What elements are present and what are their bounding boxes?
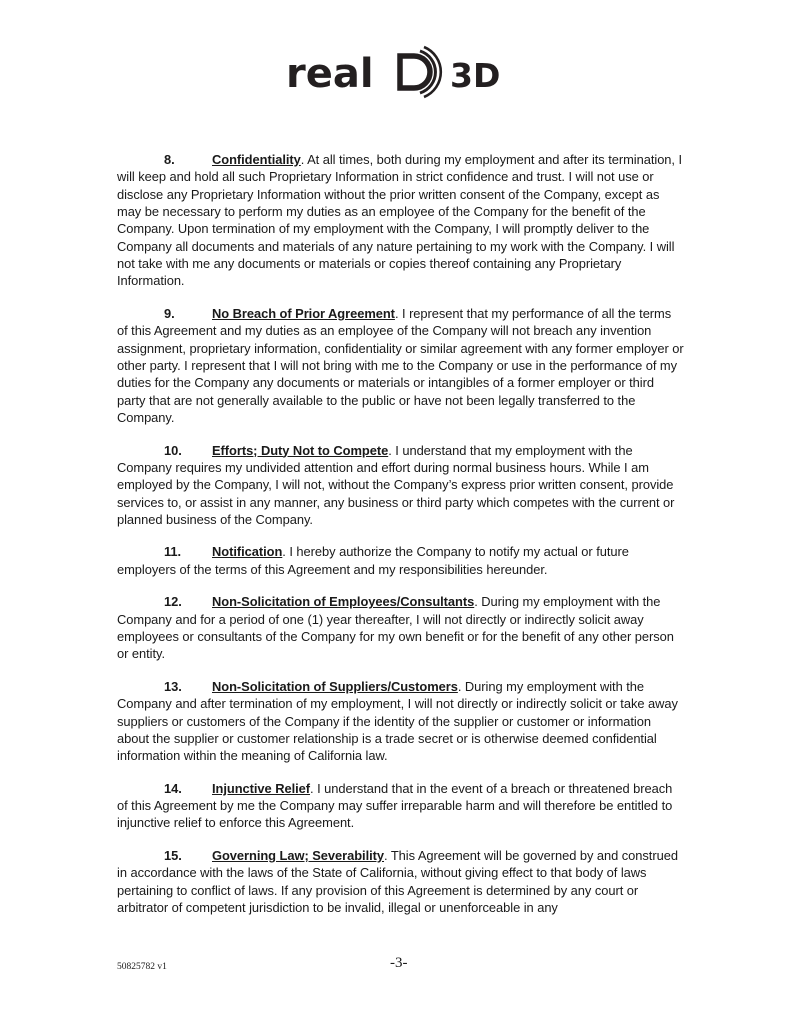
section-text: . During my employment with the Company and for a period of one (1) year thereafter, I will not directly or indirectly solicit away employees or consultants of the Company for my own benefit or for the benefit of any other person or entity.	[117, 594, 674, 662]
logo-brand-text: real	[286, 51, 374, 97]
section-number: 11.	[164, 544, 182, 560]
reald-logo-graphic	[280, 44, 520, 102]
section-8	[117, 151, 685, 290]
section-9	[117, 305, 685, 426]
section-text: . I represent that my performance of all the terms of this Agreement and my duties as an employee of the Company will not breach any invention assignment, proprietary information, confidentiality or similar agreement with any former employer or other party. I represent that I will not bring with me to the Company or use in the performance of my duties for the Company any documents or materials or intangibles of a former employer or third party that are not generally available to the public or have not been legally transferred to the Company.	[117, 305, 684, 425]
section-number: 10.	[164, 442, 182, 458]
section-heading: No Breach of Prior Agreement	[212, 305, 395, 321]
section-text: . I understand that in the event of a breach or threatened breach of this Agreement by me the Company may suffer irreparable harm and will therefore be entitled to injunctive relief to enforce this Agreement.	[117, 780, 673, 831]
section-13	[117, 678, 685, 765]
section-15	[117, 847, 685, 916]
section-11	[117, 543, 685, 578]
document-id: 50825782 v1	[117, 962, 167, 972]
reald-3d-logo	[280, 44, 520, 102]
section-number: 14.	[164, 780, 182, 796]
section-text: . I hereby authorize the Company to notify my actual or future employers of the terms of this Agreement and my responsibilities hereunder.	[117, 544, 629, 577]
page-number: -3-	[390, 955, 408, 971]
section-heading: Governing Law; Severability	[212, 848, 385, 863]
section-text: . During my employment with the Company and after termination of my employment, I will not directly or indirectly solicit or take away suppliers or customers of the Company if the identity of the supplier or customer or information about the supplier or customer relationship is a trade secret or is otherwise deemed confidential information within the meaning of California law.	[117, 678, 678, 764]
section-number: 13.	[164, 678, 182, 694]
section-12	[117, 593, 685, 662]
section-heading: Non-Solicitation of Employees/Consultants	[212, 594, 475, 610]
section-heading: Non-Solicitation of Suppliers/Customers	[212, 678, 458, 694]
section-10	[117, 442, 685, 529]
section-text: . I understand that my employment with the Company requires my undivided attention and effort during normal business hours. While I am employed by the Company, I will not, without the Company’s express prior written consent, provide services to, or assist in any manner, any business or third party which competes with the current or planned business of the Company.	[117, 442, 675, 527]
section-heading: Notification	[212, 544, 283, 560]
agreement-body	[117, 151, 685, 932]
section-heading: Efforts; Duty Not to Compete	[212, 442, 389, 458]
section-number: 9.	[164, 305, 175, 321]
section-number: 12.	[164, 594, 182, 610]
section-text: . This Agreement will be governed by and construed in accordance with the laws of the State of California, without giving effect to that body of laws pertaining to conflict of laws. If any provision of this Agreement is determined by any court or arbitrator of competent jurisdiction to be invalid, illegal or unenforceable in any	[117, 848, 678, 916]
section-heading: Injunctive Relief	[212, 780, 311, 796]
logo-d-shape	[400, 56, 430, 88]
section-14	[117, 780, 685, 832]
section-number: 15.	[164, 848, 182, 863]
section-text: . At all times, both during my employment and after its termination, I will keep and hold all such Proprietary Information in strict confidence and trust. I will not use or disclose any Proprietary Information without the prior written consent of the Company, except as may be necessary to perform my duties as an employee of the Company for the benefit of the Company. Upon termination of my employment with the Company, I will promptly deliver to the Company all documents and materials of any nature pertaining to my work with the Company. I will not take with me any documents or materials or copies thereof containing any Proprietary Information.	[117, 152, 683, 289]
logo-3d-text: 3D	[450, 56, 501, 95]
section-heading: Confidentiality	[212, 152, 301, 167]
section-number: 8.	[164, 152, 175, 167]
